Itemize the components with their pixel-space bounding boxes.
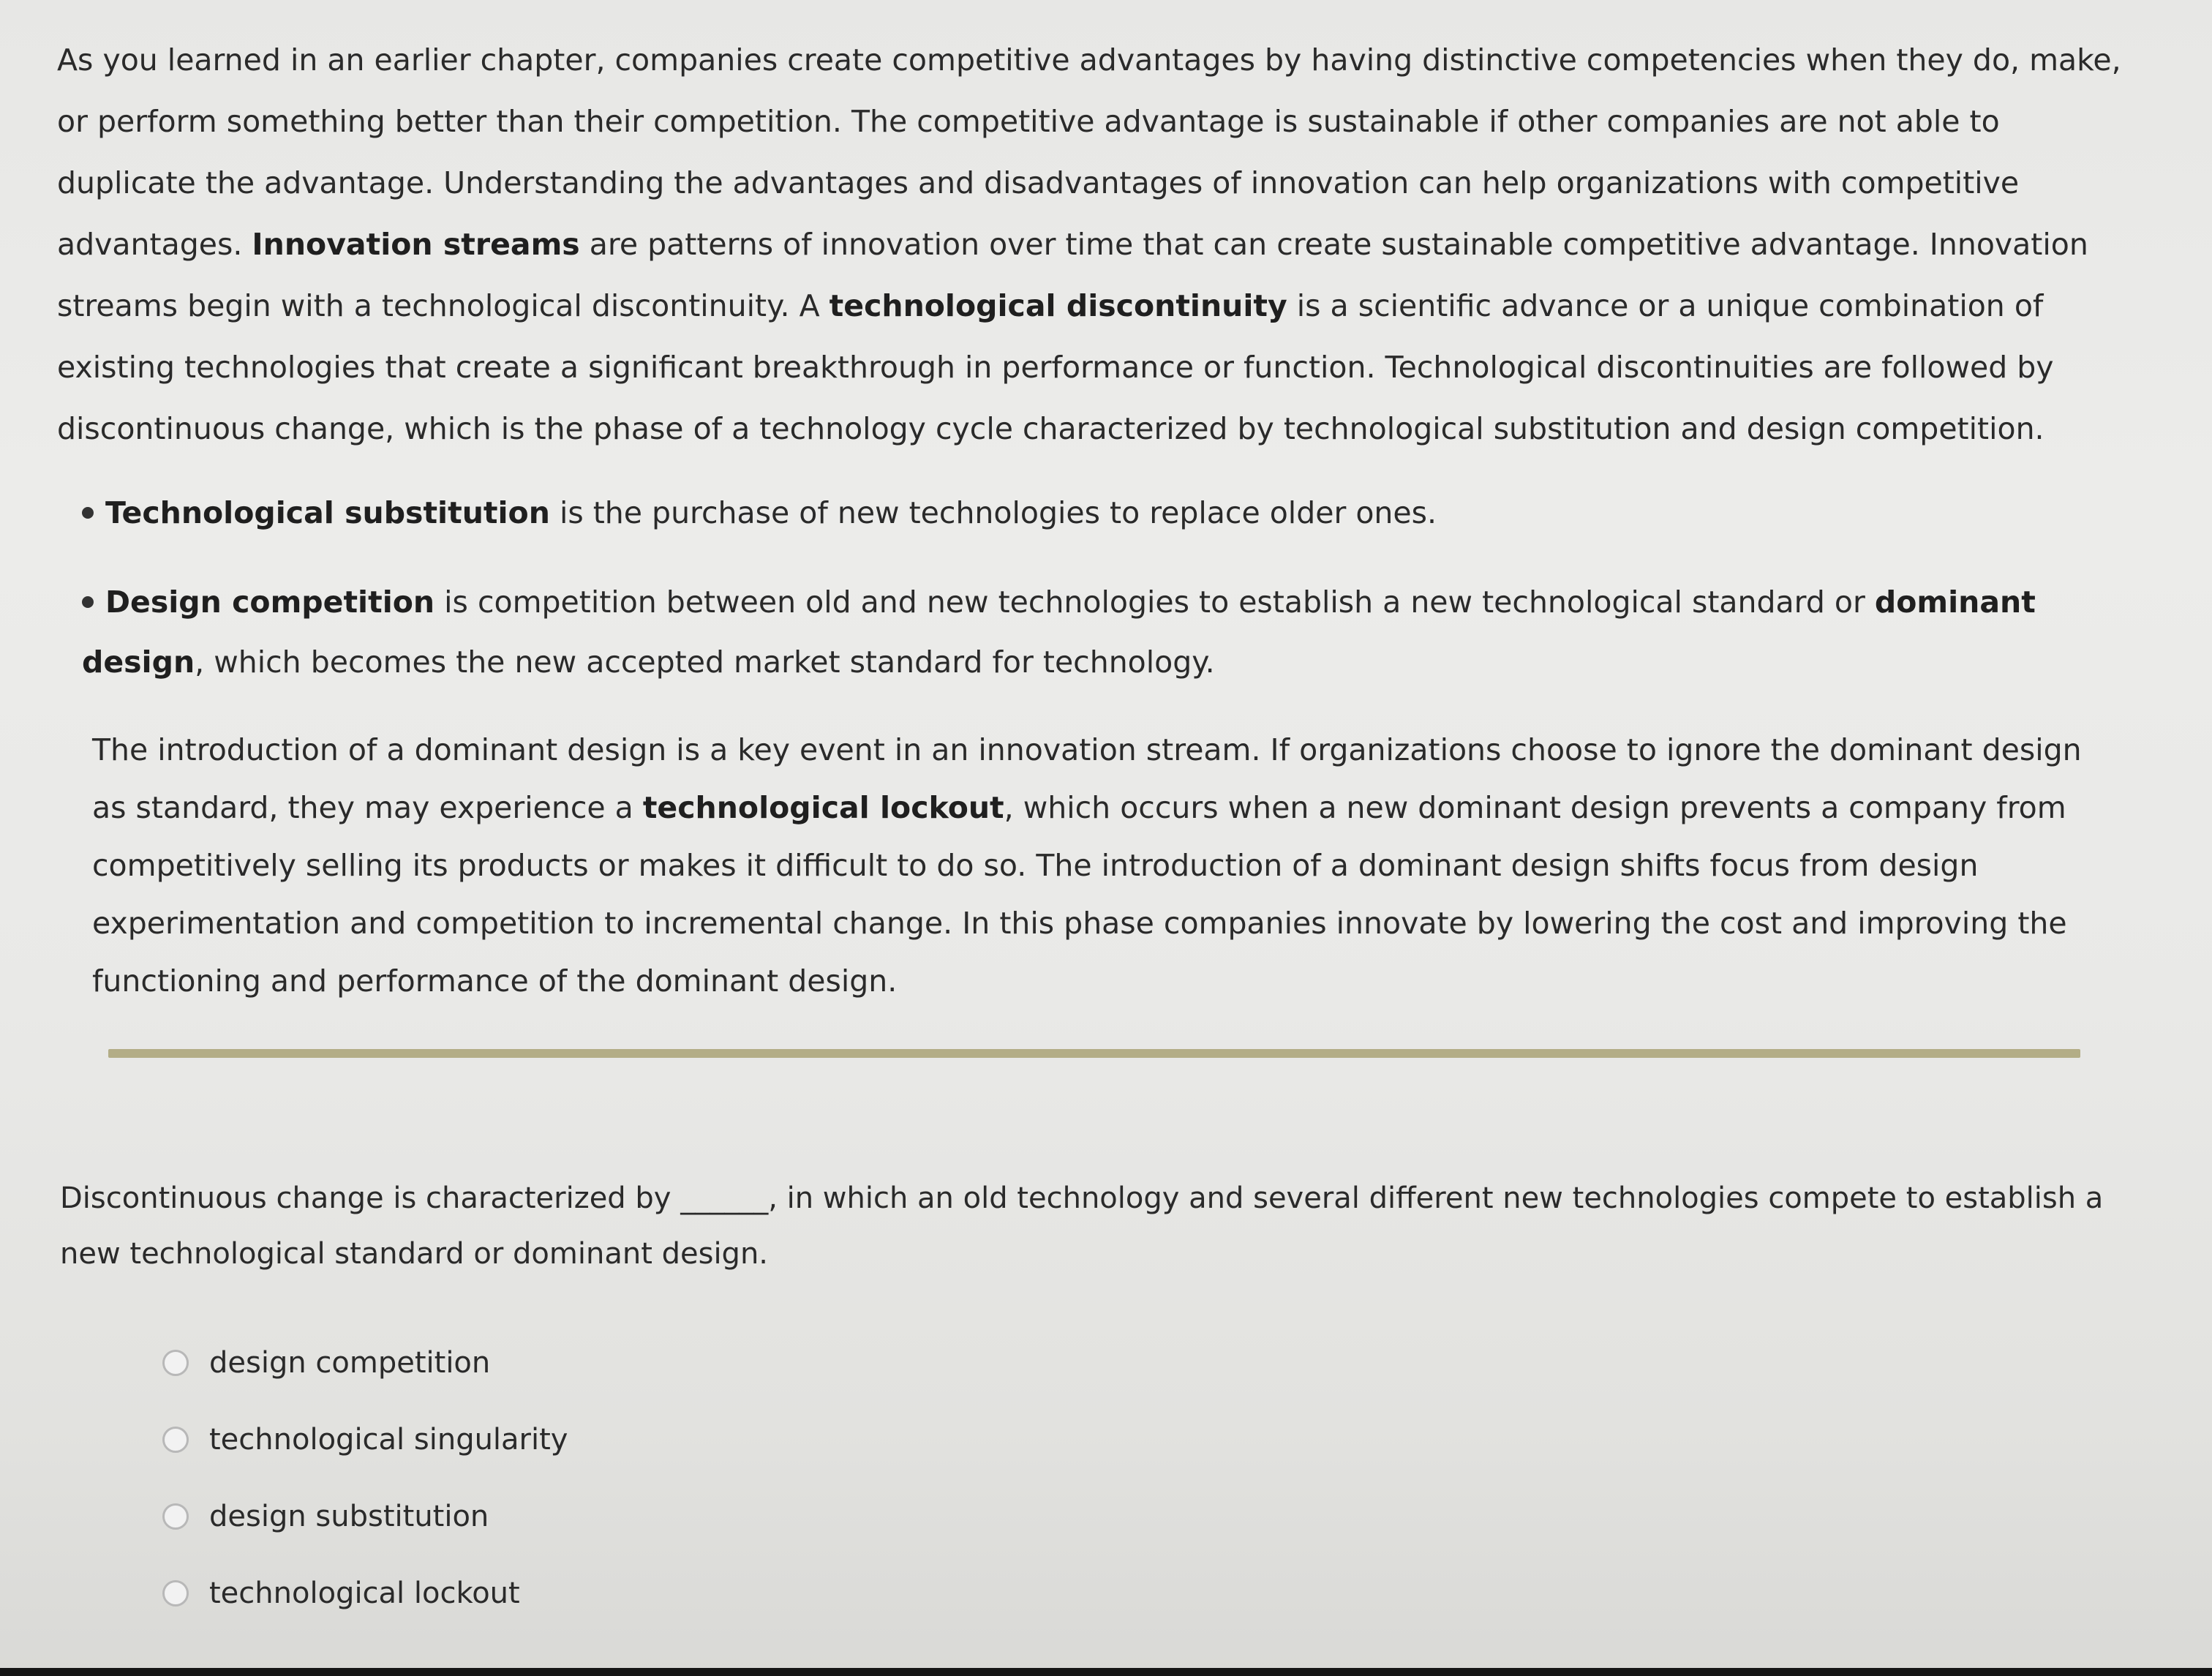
screen-bezel	[0, 1668, 2212, 1676]
term-technological-lockout: technological lockout	[642, 790, 1004, 825]
option-technological-singularity[interactable]	[162, 1401, 568, 1478]
answer-blank: ______	[680, 1181, 769, 1215]
term-technological-discontinuity: technological discontinuity	[829, 288, 1287, 323]
question-text-2: , in which an old technology and several different new technologies compete to establish a new technological standard or dominant design.	[60, 1181, 2104, 1271]
radio-button-icon[interactable]	[162, 1350, 189, 1376]
radio-button-icon[interactable]	[162, 1503, 189, 1530]
intro-text-2: are patterns of innovation over time that can create sustainable competitive advantage. Innovation streams begin with a technological discontinuity. A	[57, 227, 2088, 323]
option-label[interactable]: design substitution	[209, 1499, 489, 1533]
option-label[interactable]: technological singularity	[209, 1422, 568, 1457]
intro-text-1: As you learned in an earlier chapter, companies create competitive advantages by having distinctive competencies when they do, make, or perform something better than their competition. The competitive advantage is sustainable if other companies are not able to duplicate the advantage. Understanding the advantages and disadvantages of innovation can help organizations with competitive advantages.	[57, 42, 2121, 262]
definition-text: is the purchase of new technologies to replace older ones.	[549, 495, 1437, 530]
term-dominant-design: dominant design	[82, 585, 2036, 680]
bullet-icon	[82, 596, 94, 608]
term-technological-substitution: Technological substitution	[105, 495, 550, 530]
radio-button-icon[interactable]	[162, 1427, 189, 1453]
question-prompt	[60, 1170, 2152, 1282]
definition-text-2: , which becomes the new accepted market standard for technology.	[195, 645, 1215, 680]
intro-text-3: is a scientific advance or a unique combination of existing technologies that create a significant breakthrough in performance or function. Technological discontinuities are followed by discontinuous change, which is the phase of a technology cycle characterized by technological substitution and design competition.	[57, 288, 2054, 446]
term-design-competition: Design competition	[105, 585, 435, 620]
definition-list	[82, 483, 2057, 721]
option-design-competition[interactable]	[162, 1324, 568, 1401]
dominant-design-paragraph	[92, 721, 2096, 1010]
term-innovation-streams: Innovation streams	[252, 227, 580, 262]
option-design-substitution[interactable]	[162, 1478, 568, 1555]
bullet-icon	[82, 507, 94, 519]
list-item-design-competition	[82, 572, 2057, 692]
section-divider	[108, 1049, 2080, 1058]
option-label[interactable]: design competition	[209, 1345, 491, 1380]
option-technological-lockout[interactable]	[162, 1555, 568, 1631]
paragraph-text-2: , which occurs when a new dominant design prevents a company from competitively selling its products or makes it difficult to do so. The introduction of a dominant design shifts focus from design experimentation and competition to incremental change. In this phase companies innovate by lowering the cost and improving the functioning and performance of the dominant design.	[92, 790, 2067, 999]
list-item-substitution	[82, 483, 2057, 543]
paragraph-text-1: The introduction of a dominant design is a key event in an innovation stream. If organizations choose to ignore the dominant design as standard, they may experience a	[92, 732, 2082, 825]
intro-paragraph	[57, 29, 2134, 459]
question-text-1: Discontinuous change is characterized by	[60, 1181, 681, 1215]
definition-text: is competition between old and new technologies to establish a new technological standard or	[434, 585, 1875, 620]
option-label[interactable]: technological lockout	[209, 1576, 520, 1610]
radio-button-icon[interactable]	[162, 1580, 189, 1607]
answer-options	[162, 1324, 568, 1631]
